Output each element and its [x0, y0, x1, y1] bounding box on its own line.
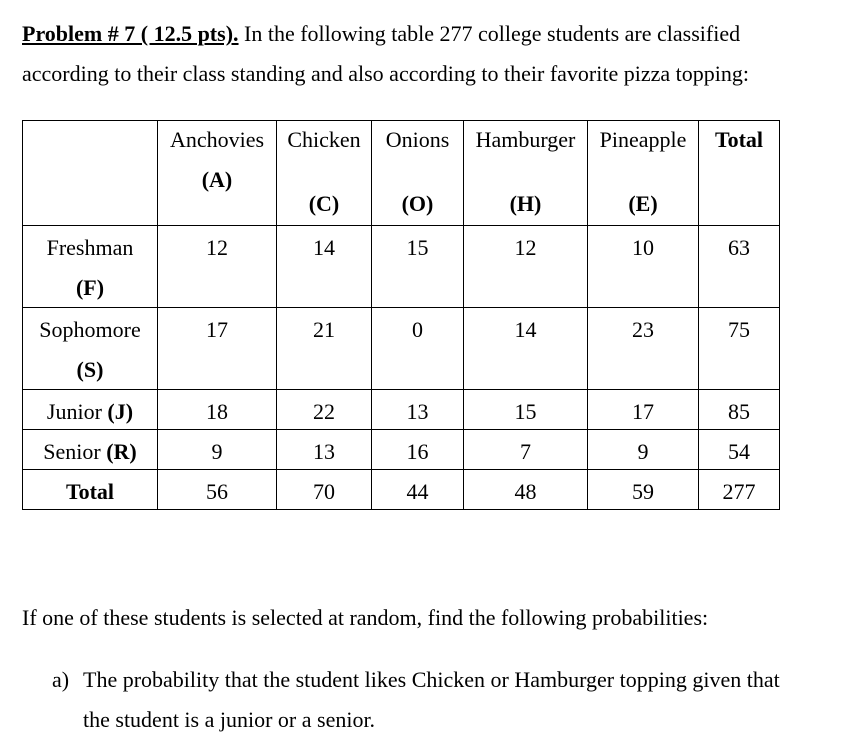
cell-value: 16: [406, 439, 429, 464]
row-label-cell: [23, 390, 158, 430]
question-text: The probability that the student likes Chicken or Hamburger topping given that the student is a junior or a senior.: [83, 667, 780, 732]
cell-value: 0: [412, 317, 423, 342]
table-cell: [277, 430, 372, 470]
cell-value: 18: [206, 399, 228, 424]
row-name: Total: [65, 479, 115, 504]
contingency-table: [22, 120, 780, 510]
table-cell: [372, 390, 464, 430]
header-pineapple: [588, 121, 699, 226]
table-cell: [464, 226, 588, 308]
cell-value: 70: [313, 479, 335, 504]
header-corner-cell: [23, 121, 158, 226]
cell-value: 48: [514, 479, 537, 504]
cell-value: 59: [632, 479, 654, 504]
header-hamburger: [464, 121, 588, 226]
table-cell: [158, 470, 277, 510]
cell-value: 14: [514, 317, 537, 342]
row-total-cell: [699, 430, 780, 470]
row-label-cell: [23, 308, 158, 390]
row-name: Sophomore: [39, 317, 141, 342]
row-name: Freshman: [46, 235, 134, 260]
column-abbr: (A): [201, 167, 233, 192]
table-cell: [277, 470, 372, 510]
table-cell: [588, 470, 699, 510]
table-cell: [277, 390, 372, 430]
table-cell: [372, 226, 464, 308]
column-abbr: (H): [509, 191, 542, 216]
table-row-senior: [23, 430, 780, 470]
table-cell: [158, 226, 277, 308]
problem-intro: In the following table 277 college students are classified according to their class standing and also according to their favorite pizza topping:: [22, 21, 749, 86]
cell-value: 85: [728, 399, 750, 424]
row-total-cell: [699, 226, 780, 308]
column-name: Hamburger: [475, 127, 576, 152]
table-cell: [464, 390, 588, 430]
cell-value: 23: [632, 317, 654, 342]
column-abbr: (O): [401, 191, 434, 216]
row-label-cell: [23, 226, 158, 308]
table-row-total: [23, 470, 780, 510]
cell-value: 22: [313, 399, 335, 424]
row-name: Junior: [46, 399, 102, 424]
column-abbr: (C): [308, 191, 340, 216]
row-total-cell: [699, 390, 780, 430]
column-name: Pineapple: [599, 127, 687, 152]
cell-value: 12: [206, 235, 228, 260]
cell-value: 63: [728, 235, 750, 260]
column-abbr: (E): [628, 191, 658, 216]
table-cell: [464, 470, 588, 510]
table-cell: [588, 430, 699, 470]
table-cell: [372, 308, 464, 390]
cell-value: 13: [406, 399, 429, 424]
question-a: [52, 660, 812, 740]
header-total: [699, 121, 780, 226]
row-abbr: (F): [75, 275, 105, 300]
row-abbr: (J): [107, 399, 134, 424]
header-anchovies: [158, 121, 277, 226]
problem-statement: [22, 14, 822, 94]
row-abbr: (S): [76, 357, 104, 382]
table-row-freshman: [23, 226, 780, 308]
table-cell: [277, 226, 372, 308]
cell-value: 9: [637, 439, 649, 464]
cell-value: 75: [728, 317, 750, 342]
cell-value: 15: [406, 235, 429, 260]
cell-value: 21: [313, 317, 335, 342]
table-row-junior: [23, 390, 780, 430]
row-label-cell: [23, 470, 158, 510]
cell-value: 17: [632, 399, 654, 424]
table-cell: [158, 308, 277, 390]
table-cell: [588, 308, 699, 390]
cell-value: 54: [728, 439, 750, 464]
table-cell: [464, 308, 588, 390]
row-total-cell: [699, 308, 780, 390]
cell-value: 10: [632, 235, 654, 260]
cell-value: 56: [206, 479, 228, 504]
cell-value: 277: [722, 479, 756, 504]
cell-value: 44: [406, 479, 429, 504]
grand-total-cell: [699, 470, 780, 510]
cell-value: 7: [520, 439, 531, 464]
column-name: Chicken: [287, 127, 361, 152]
column-name: Onions: [385, 127, 450, 152]
table-cell: [277, 308, 372, 390]
table-cell: [464, 430, 588, 470]
cell-value: 14: [313, 235, 335, 260]
row-abbr: (R): [106, 439, 137, 464]
header-onions: [372, 121, 464, 226]
table-cell: [372, 470, 464, 510]
row-label-cell: [23, 430, 158, 470]
table-row-sophomore: [23, 308, 780, 390]
table-cell: [588, 390, 699, 430]
cell-value: 9: [211, 439, 223, 464]
table-cell: [158, 430, 277, 470]
problem-title: Problem # 7 ( 12.5 pts).: [22, 21, 239, 46]
followup-text: If one of these students is selected at random, find the following probabilities:: [22, 605, 709, 630]
cell-value: 13: [313, 439, 335, 464]
column-name: Anchovies: [169, 127, 265, 152]
row-name: Senior: [43, 439, 101, 464]
cell-value: 15: [514, 399, 537, 424]
cell-value: 12: [514, 235, 537, 260]
table-header-row: [23, 121, 780, 226]
table-cell: [588, 226, 699, 308]
header-chicken: [277, 121, 372, 226]
question-letter: a): [52, 667, 70, 692]
table-cell: [158, 390, 277, 430]
cell-value: 17: [206, 317, 228, 342]
column-name: Total: [714, 127, 764, 152]
table-cell: [372, 430, 464, 470]
